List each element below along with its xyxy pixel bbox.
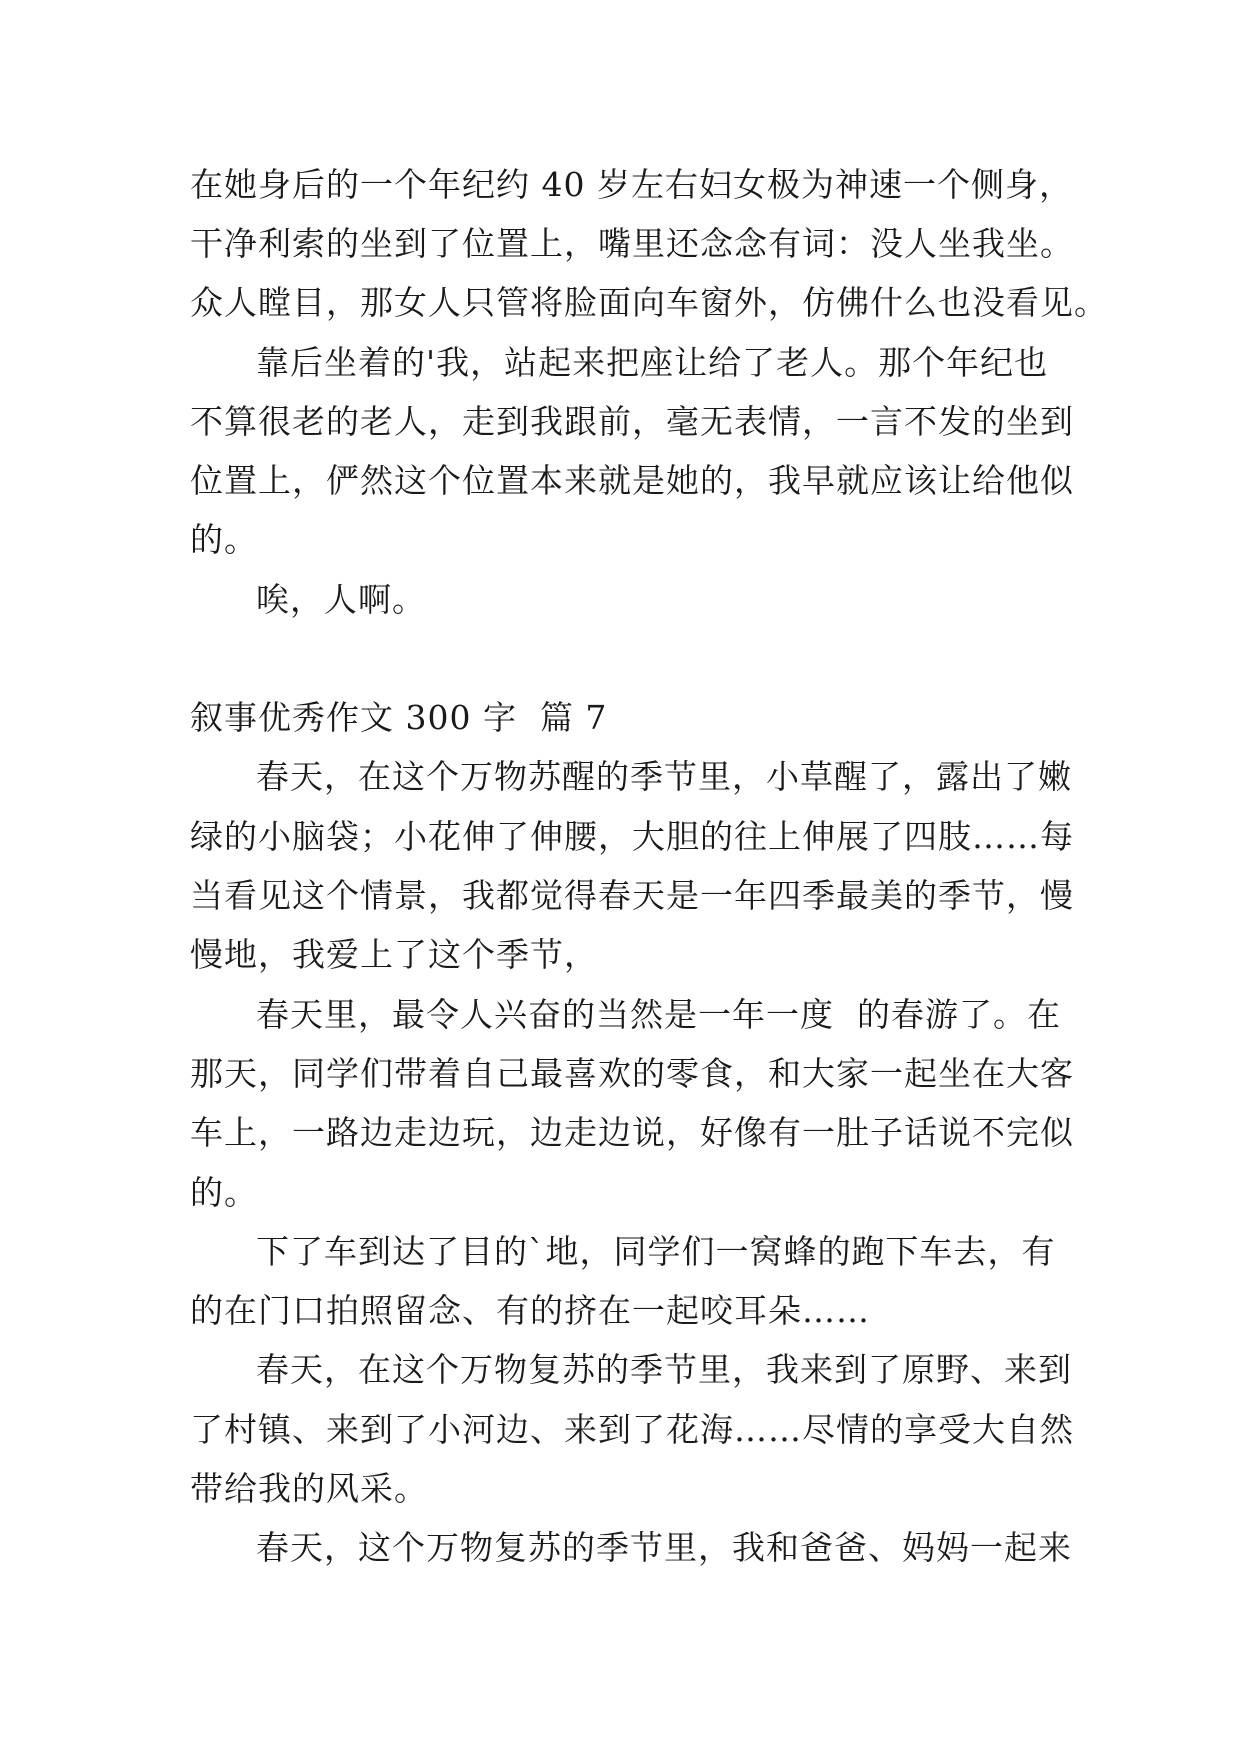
text-line: 在她身后的一个年纪约 40 岁左右妇女极为神速一个侧身， <box>190 165 1073 204</box>
paragraph-start: 春天里，最令人兴奋的当然是一年一度 的春游了。在 <box>256 995 1061 1034</box>
text-line: 的在门口拍照留念、有的挤在一起咬耳朵…… <box>190 1291 870 1330</box>
paragraph-start: 春天，这个万物复苏的季节里，我和爸爸、妈妈一起来 <box>256 1528 1072 1567</box>
paragraph-start: 靠后坐着的'我，站起来把座让给了老人。那个年纪也 <box>256 343 1049 382</box>
text-line: 当看见这个情景，我都觉得春天是一年四季最美的季节，慢 <box>190 876 1074 915</box>
text-line: 不算很老的老人，走到我跟前，毫无表情，一言不发的坐到 <box>190 402 1074 441</box>
text-line: 了村镇、来到了小河边、来到了花海……尽情的享受大自然 <box>190 1410 1074 1449</box>
text-line: 带给我的风采。 <box>190 1469 428 1508</box>
paragraph-start: 春天，在这个万物苏醒的季节里，小草醒了，露出了嫩 <box>256 757 1072 796</box>
paragraph-start: 春天，在这个万物复苏的季节里，我来到了原野、来到 <box>256 1350 1072 1389</box>
paragraph-start: 唉，人啊。 <box>256 580 426 619</box>
text-line: 那天，同学们带着自己最喜欢的零食，和大家一起坐在大客 <box>190 1054 1074 1093</box>
text-line: 的。 <box>190 520 258 559</box>
text-line: 车上，一路边走边玩，边走边说，好像有一肚子话说不完似 <box>190 1113 1074 1152</box>
text-line: 众人瞠目，那女人只管将脸面向车窗外，仿佛什么也没看见。 <box>190 283 1108 322</box>
text-line: 干净利索的坐到了位置上，嘴里还念念有词：没人坐我坐。 <box>190 224 1074 263</box>
text-line: 慢地，我爱上了这个季节， <box>190 935 598 974</box>
paragraph-start: 下了车到达了目的`地，同学们一窝蜂的跑下车去，有 <box>256 1232 1056 1271</box>
text-line: 的。 <box>190 1173 258 1212</box>
text-line: 位置上，俨然这个位置本来就是她的，我早就应该让给他似 <box>190 461 1074 500</box>
text-line: 绿的小脑袋；小花伸了伸腰，大胆的往上伸展了四肢……每 <box>190 817 1074 856</box>
section-heading: 叙事优秀作文 300 字 篇 7 <box>190 698 608 737</box>
